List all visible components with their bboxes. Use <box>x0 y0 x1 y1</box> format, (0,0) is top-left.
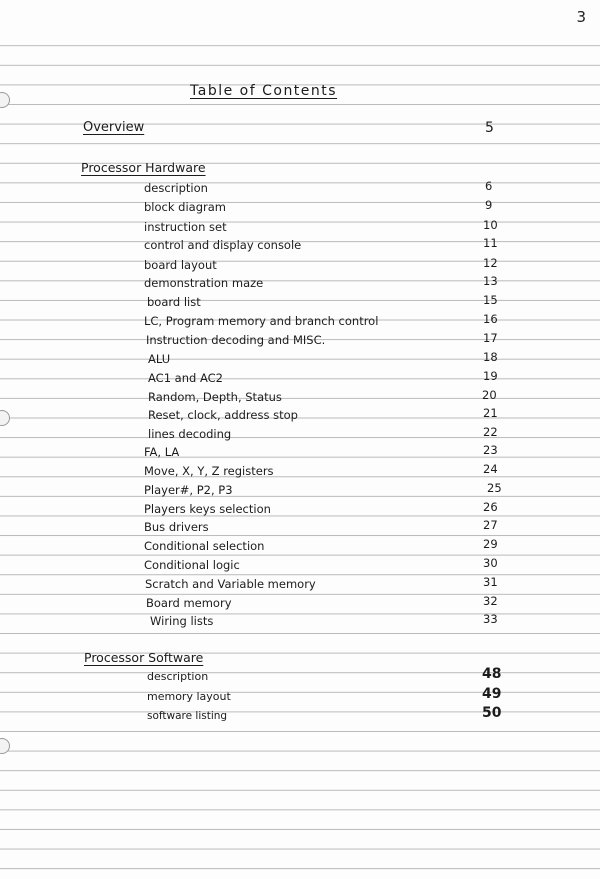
toc-entry-label: Bus drivers <box>144 520 209 534</box>
toc-entry-page: 24 <box>483 462 498 476</box>
toc-entry-page: 10 <box>483 218 498 232</box>
toc-entry-label: Random, Depth, Status <box>148 390 282 404</box>
toc-entry-page: 26 <box>483 500 498 514</box>
toc-entry-label: board list <box>147 295 201 309</box>
toc-entry-page: 48 <box>482 666 502 682</box>
toc-entry-label: Reset, clock, address stop <box>148 408 298 422</box>
toc-entry-label: Players keys selection <box>144 502 271 516</box>
toc-entry-page: 17 <box>483 331 498 345</box>
toc-entry-page: 27 <box>483 518 498 532</box>
toc-entry-label: block diagram <box>144 200 226 214</box>
toc-entry-page: 30 <box>483 556 498 570</box>
toc-entry-label: Board memory <box>146 596 232 610</box>
toc-entry-page: 13 <box>483 274 498 288</box>
overview-page: 5 <box>485 120 494 136</box>
toc-entry-page: 9 <box>485 198 493 212</box>
toc-entry-page: 16 <box>483 312 498 326</box>
toc-entry-label: Instruction decoding and MISC. <box>146 333 326 347</box>
toc-entry-label: board layout <box>144 258 217 272</box>
section-processor-software: Processor Software <box>84 650 204 665</box>
toc-entry-label: lines decoding <box>148 427 232 441</box>
toc-entry-page: 23 <box>483 443 498 457</box>
toc-entry-label: Wiring lists <box>150 614 214 628</box>
toc-entry-page: 29 <box>483 537 498 551</box>
binder-hole <box>0 92 10 108</box>
toc-entry-page: 33 <box>483 612 498 626</box>
toc-entry-page: 19 <box>483 369 498 383</box>
toc-entry-page: 20 <box>482 388 497 402</box>
page-title: Table of Contents <box>190 83 338 99</box>
toc-entry-label: Move, X, Y, Z registers <box>144 464 274 478</box>
toc-entry-label: description <box>147 670 209 683</box>
toc-entry-label: description <box>144 181 208 195</box>
page-top-margin <box>0 0 600 44</box>
toc-entry-label: ALU <box>148 352 171 366</box>
toc-entry-label: software listing <box>147 710 228 722</box>
section-overview: Overview <box>83 120 145 135</box>
toc-entry-page: 12 <box>483 256 498 270</box>
toc-entry-label: AC1 and AC2 <box>148 371 223 385</box>
page-number: 3 <box>576 8 586 26</box>
toc-entry-page: 32 <box>483 594 498 608</box>
toc-entry-page: 49 <box>482 686 502 702</box>
toc-entry-label: FA, LA <box>144 445 180 459</box>
toc-entry-label: demonstration maze <box>144 276 264 290</box>
toc-entry-label: LC, Program memory and branch control <box>144 314 379 328</box>
section-processor-hardware: Processor Hardware <box>81 160 206 175</box>
toc-entry-page: 31 <box>483 575 498 589</box>
toc-entry-page: 18 <box>483 350 498 364</box>
toc-entry-page: 50 <box>482 705 502 721</box>
toc-entry-label: Scratch and Variable memory <box>145 577 316 591</box>
toc-entry-page: 21 <box>483 406 498 420</box>
toc-entry-label: Conditional logic <box>144 558 240 572</box>
toc-entry-label: Conditional selection <box>144 539 265 553</box>
toc-entry-label: instruction set <box>144 220 227 234</box>
toc-entry-page: 11 <box>483 236 498 250</box>
toc-entry-label: Player#, P2, P3 <box>144 483 233 497</box>
toc-entry-page: 6 <box>485 179 493 193</box>
toc-entry-label: control and display console <box>144 238 302 252</box>
binder-hole <box>0 410 10 426</box>
toc-entry-page: 15 <box>483 293 498 307</box>
toc-entry-page: 25 <box>487 481 502 495</box>
binder-hole <box>0 738 10 754</box>
toc-entry-page: 22 <box>483 425 498 439</box>
toc-entry-label: memory layout <box>147 690 231 703</box>
